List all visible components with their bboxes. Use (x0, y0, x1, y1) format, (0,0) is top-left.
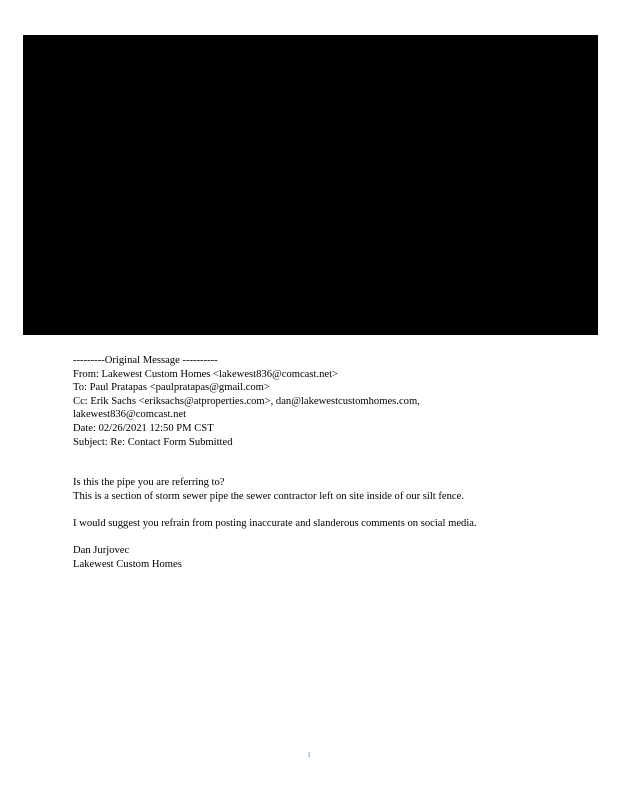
page-number: 1 (307, 751, 311, 759)
redacted-image (23, 35, 598, 335)
signature-name: Dan Jurjovec (73, 545, 130, 557)
subject-line: Subject: Re: Contact Form Submitted (73, 436, 233, 448)
body-explanation: This is a section of storm sewer pipe the sewer contractor left on site inside of our silt fence. (73, 490, 464, 502)
spacer (73, 531, 593, 545)
spacer (73, 449, 593, 476)
email-message (73, 354, 593, 571)
original-message-separator: ---------Original Message ---------- (73, 355, 218, 366)
from-line: From: Lakewest Custom Homes <lakewest836@comcast.net> (73, 368, 339, 380)
cc-line: Cc: Erik Sachs <eriksachs@atproperties.com>, dan@lakewestcustomhomes.com, (73, 395, 420, 407)
signature-company: Lakewest Custom Homes (73, 558, 182, 570)
email-body (73, 476, 593, 544)
body-question: Is this the pipe you are referring to? (73, 477, 225, 489)
cc-line-continued: lakewest836@comcast.net (73, 409, 187, 421)
spacer (73, 503, 593, 517)
body-suggestion: I would suggest you refrain from posting inaccurate and slanderous comments on social media. (73, 517, 477, 529)
date-line: Date: 02/26/2021 12:50 PM CST (73, 422, 214, 434)
email-signature (73, 544, 593, 571)
to-line: To: Paul Pratapas <paulpratapas@gmail.com> (73, 382, 270, 394)
email-header (73, 354, 593, 449)
